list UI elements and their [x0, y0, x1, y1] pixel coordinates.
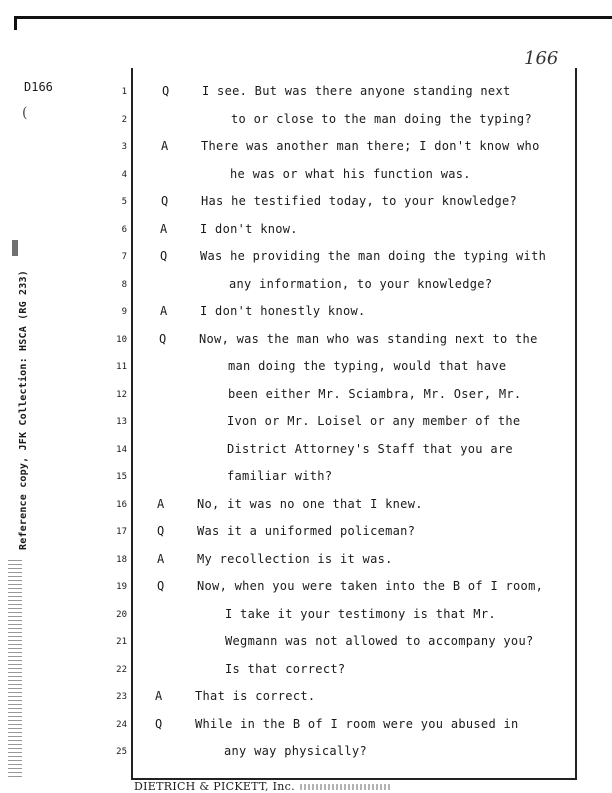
line-text: Was it a uniformed policeman? — [197, 524, 416, 538]
transcript-line — [0, 662, 612, 684]
speaker-label: A — [155, 689, 163, 703]
line-text: My recollection is it was. — [197, 551, 393, 566]
transcript-line — [0, 469, 612, 491]
speaker-label: A — [160, 221, 168, 236]
line-number: 11 — [116, 362, 127, 372]
transcript-line — [0, 552, 612, 574]
line-text: he was or what his function was. — [230, 166, 471, 181]
line-number: 17 — [116, 527, 127, 537]
line-number: 4 — [121, 169, 127, 180]
footer-smudge — [300, 784, 390, 790]
line-number: 20 — [116, 609, 127, 620]
speaker-label: Q — [162, 84, 170, 98]
line-text: man doing the typing, would that have — [228, 359, 507, 373]
line-number: 21 — [116, 637, 127, 647]
line-text: Now, when you were taken into the B of I room, — [197, 579, 544, 593]
line-number: 3 — [121, 142, 127, 152]
transcript-line — [0, 112, 612, 134]
transcript-line — [0, 607, 612, 629]
line-text: No, it was no one that I knew. — [197, 496, 423, 511]
speaker-label: A — [157, 496, 165, 511]
line-number: 22 — [116, 664, 127, 675]
line-text: District Attorney's Staff that you are — [227, 441, 513, 456]
transcript-line — [0, 387, 612, 409]
line-number: 9 — [121, 307, 127, 317]
line-text: Wegmann was not allowed to accompany you? — [225, 634, 534, 648]
reporter-footer: DIETRICH & PICKETT, Inc. — [134, 780, 295, 793]
transcript-line — [0, 277, 612, 299]
line-number: 19 — [116, 582, 127, 592]
transcript-line — [0, 167, 612, 189]
line-text: I don't know. — [200, 221, 298, 236]
speaker-label: A — [160, 304, 168, 318]
line-text: I see. But was there anyone standing next — [202, 84, 511, 98]
line-number: 14 — [116, 444, 127, 455]
transcript-line — [0, 497, 612, 519]
line-text: been either Mr. Sciambra, Mr. Oser, Mr. — [228, 386, 522, 401]
archive-reference-stamp: Reference copy, JFK Collection: HSCA (RG 233) — [18, 270, 29, 550]
line-number: 16 — [116, 499, 127, 510]
line-text: There was another man there; I don't know who — [201, 139, 540, 153]
line-text: That is correct. — [195, 689, 316, 703]
line-text: any information, to your knowledge? — [229, 276, 493, 291]
transcript-line — [0, 304, 612, 326]
line-text: familiar with? — [227, 469, 333, 483]
transcript-line — [0, 689, 612, 711]
line-number: 1 — [121, 87, 127, 97]
line-text: to or close to the man doing the typing? — [231, 111, 532, 126]
line-number: 13 — [116, 417, 127, 427]
page-number: 166 — [524, 48, 559, 69]
transcript-line — [0, 139, 612, 161]
line-number: 7 — [121, 252, 127, 262]
line-text: While in the B of I room were you abused in — [195, 716, 519, 731]
transcript-line — [0, 744, 612, 766]
line-text: any way physically? — [224, 744, 367, 758]
transcript-line — [0, 194, 612, 216]
line-number: 23 — [116, 692, 127, 702]
document-id: D166 — [24, 80, 53, 94]
transcript-line — [0, 359, 612, 381]
speaker-label: Q — [159, 331, 167, 346]
top-left-corner-mark — [14, 16, 17, 30]
line-number: 15 — [116, 472, 127, 482]
transcript-line — [0, 524, 612, 546]
margin-mark: ( — [22, 105, 28, 121]
top-border — [14, 16, 612, 19]
line-number: 8 — [121, 279, 127, 290]
line-text: Now, was the man who was standing next to the — [199, 331, 538, 346]
speaker-label: Q — [157, 579, 165, 593]
transcript-line — [0, 222, 612, 244]
speaker-label: Q — [155, 716, 163, 731]
line-text: Is that correct? — [225, 661, 346, 676]
line-number: 24 — [116, 719, 127, 730]
transcript-line — [0, 332, 612, 354]
line-number: 18 — [116, 554, 127, 565]
line-text: Was he providing the man doing the typing with — [200, 249, 547, 263]
transcript-line — [0, 579, 612, 601]
line-number: 6 — [121, 224, 127, 235]
line-text: I don't honestly know. — [200, 304, 366, 318]
speaker-label: Q — [161, 194, 169, 208]
transcript-line — [0, 634, 612, 656]
transcript-line — [0, 414, 612, 436]
speaker-label: Q — [160, 249, 168, 263]
line-text: I take it your testimony is that Mr. — [225, 606, 496, 621]
line-text: Ivon or Mr. Loisel or any member of the — [227, 414, 521, 428]
line-number: 5 — [121, 197, 127, 207]
transcript-line — [0, 249, 612, 271]
transcript-line — [0, 442, 612, 464]
transcript-line — [0, 84, 612, 106]
line-number: 2 — [121, 114, 127, 125]
line-number: 25 — [116, 747, 127, 757]
speaker-label: A — [161, 139, 169, 153]
transcript-line — [0, 717, 612, 739]
line-number: 12 — [116, 389, 127, 400]
line-text: Has he testified today, to your knowledge? — [201, 194, 518, 208]
speaker-label: A — [157, 551, 165, 566]
speaker-label: Q — [157, 524, 165, 538]
line-number: 10 — [116, 334, 127, 345]
